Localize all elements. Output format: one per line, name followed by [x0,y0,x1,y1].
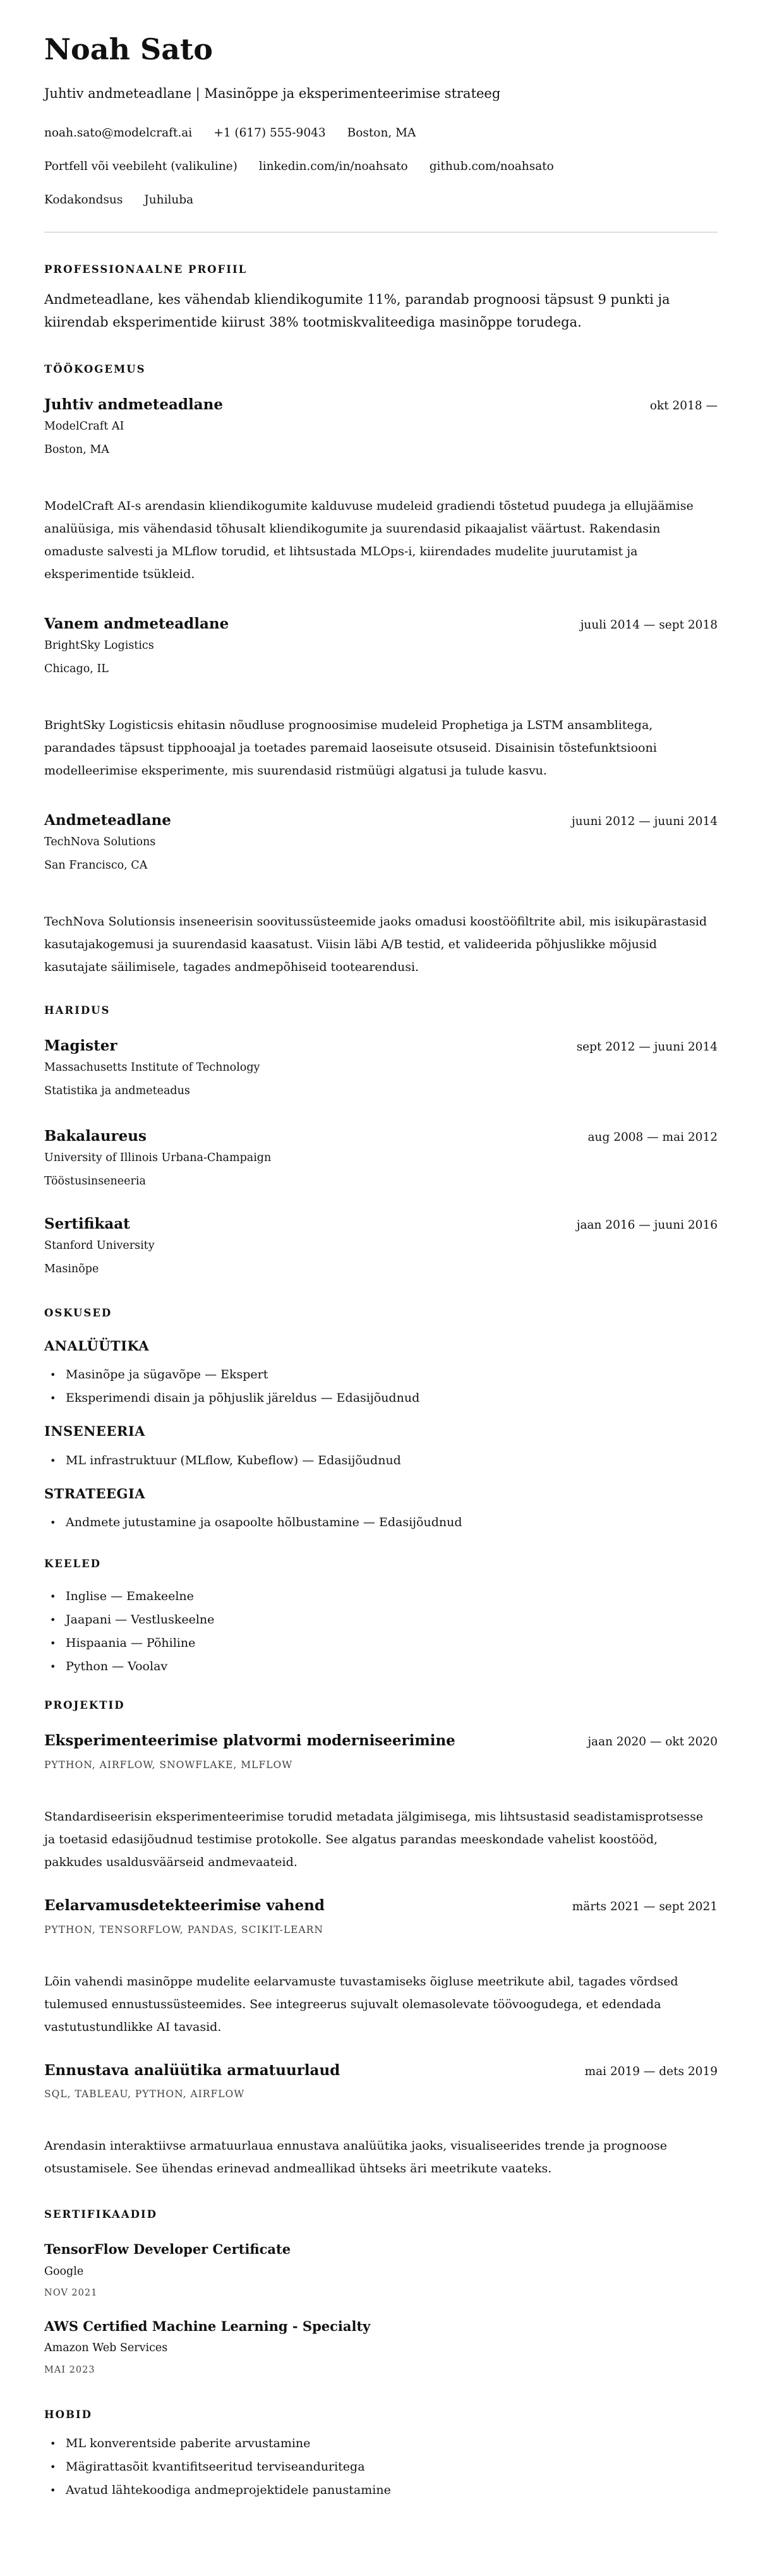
skill-list [44,1511,718,1534]
contact-portfolio: Portfell või veebileht (valikuline) [44,159,238,173]
project-description: Lõin vahendi masinõppe mudelite eelarvamuste tuvastamiseks õigluse meetrikute abil, tagades võrdsed tulemused ennustussüsteemides. See integreerus sujuvalt olemasolevate töövoogudega, et edendada vastutustundlikke AI tavasid. [44,1974,678,2034]
project-dates: mai 2019 — dets 2019 [584,2064,718,2078]
project-title-row [44,1731,718,1750]
job-dates: okt 2018 — [649,399,718,413]
certification-org: Amazon Web Services [44,2342,168,2354]
contact-citizenship: Kodakondsus [44,193,123,207]
job-company: ModelCraft AI [44,419,124,433]
job-description: BrightSky Logisticsis ehitasin nõudluse prognoosimise mudeleid Prophetiga ja LSTM ansamblitega, parandades täpsust tipphooajal ja toetades paremaid laoseisute otsuseid. Disainisin tõstefunktsiooni modelleerimise eksperimente, mis suurendasid ristmüügi algatusi ja tulude kasvu. [44,718,657,778]
project-title-row [44,2061,718,2080]
hobby-list [44,2432,718,2502]
education-dates: sept 2012 — juuni 2014 [576,1040,718,1054]
contact-phone: +1 (617) 555-9043 [214,126,326,140]
education-title-row [44,1215,718,1234]
job-location: Chicago, IL [44,663,109,676]
certification-entry [44,2241,718,2299]
education-dates: jaan 2016 — juuni 2016 [576,1218,718,1232]
education-title-row [44,1037,718,1056]
section-profile [44,263,718,334]
skill-list [44,1449,718,1472]
certification-title: TensorFlow Developer Certificate [44,2241,291,2258]
job-title-row [44,615,718,634]
project-title: Eksperimenteerimise platvormi moderniseerimine [44,1732,455,1750]
job-location: San Francisco, CA [44,859,148,872]
language-item: • Jaapani — Vestluskeelne [44,1608,718,1632]
job-dates: juuni 2012 — juuni 2014 [572,814,718,828]
job-company: TechNova Solutions [44,835,156,848]
job-title-row [44,395,718,414]
job-company: BrightSky Logistics [44,639,154,652]
job-entry [44,395,718,586]
project-tech-stack: PYTHON, AIRFLOW, SNOWFLAKE, MLFLOW [44,1759,293,1771]
education-degree: Bakalaureus [44,1127,147,1145]
education-dates: aug 2008 — mai 2012 [587,1130,718,1144]
education-degree: Magister [44,1037,117,1054]
languages-heading: KEELED [44,1557,101,1570]
certification-date: MAI 2023 [44,2364,95,2375]
profile-heading: PROFESSIONAALNE PROFIIL [44,263,248,275]
section-projects [44,1699,718,2180]
skill-item: • Masinõpe ja sügavõpe — Ekspert [44,1363,718,1387]
contact-row-misc [44,192,718,208]
project-entry [44,1731,718,1874]
project-title: Eelarvamusdetekteerimise vahend [44,1896,325,1914]
contact-location: Boston, MA [347,126,416,140]
projects-heading: PROJEKTID [44,1699,125,1712]
job-title-row [44,811,718,830]
project-description: Standardiseerisin eksperimenteerimise torudid metadata jälgimisega, mis lihtsustasid seadistamisprotsesse ja toetasid edasijõudnud testimise protokolle. See algatus parandas meeskondade vahelist koostööd, pakkudes usaldusväärseid andmevaateid. [44,1809,704,1869]
project-tech-stack: SQL, TABLEAU, PYTHON, AIRFLOW [44,2088,245,2100]
skill-list [44,1363,718,1410]
job-entry [44,811,718,978]
language-list [44,1585,718,1678]
education-entry [44,1215,718,1277]
education-entry [44,1127,718,1189]
hobby-item: • Avatud lähtekoodiga andmeprojektidele panustamine [44,2479,718,2502]
job-entry [44,615,718,782]
contact-row-links [44,159,718,175]
project-title-row [44,1896,718,1915]
certifications-heading: SERTIFIKAADID [44,2208,157,2221]
job-title: Vanem andmeteadlane [44,615,229,632]
job-title: Andmeteadlane [44,811,171,829]
job-dates: juuli 2014 — sept 2018 [580,618,718,632]
section-education [44,1004,718,1277]
job-title: Juhtiv andmeteadlane [44,396,223,414]
language-item: • Inglise — Emakeelne [44,1585,718,1608]
job-description: TechNova Solutionsis inseneerisin soovitussüsteemide jaoks omadusi koostööfiltrite abil, mis isikupärastasid kasutajakogemusi ja suurendasid kaasatust. Viisin läbi A/B testid, et valideerida põhjuslikke mõjusid kasutajate säilimisele, tagades andmepõhiseid tootearendusi. [44,914,707,974]
education-school: Stanford University [44,1239,155,1252]
skill-group-title: ANALÜÜTIKA [44,1337,150,1354]
contact-github: github.com/noahsato [429,159,554,173]
job-description: ModelCraft AI-s arendasin kliendikogumite kalduvuse mudeleid gradiendi tõstetud puudega ja ellujäämise analüüsiga, mis vähendasid tõhusalt kliendikogumite ja suurendasid pikaajalist väärtust. Rakendasin omaduste salvesti ja MLflow torudid, et lihtsustada MLOps-i, kiirendades mudelite juurutamist ja eksperimentide tsükleid. [44,498,694,581]
education-entry [44,1037,718,1099]
skill-group-title: INSENEERIA [44,1423,145,1440]
hobby-item: • Mägirattasõit kvantifitseeritud terviseanduritega [44,2455,718,2479]
section-languages [44,1557,718,1678]
contact-email: noah.sato@modelcraft.ai [44,126,193,140]
profile-text: Andmeteadlane, kes vähendab kliendikogumite 11%, parandab prognoosi täpsust 9 punkti ja kiirendab eksperimentide kiirust 38% tootmiskvaliteediga masinõppe torudega. [44,291,670,330]
job-location: Boston, MA [44,443,109,457]
contact-row-primary [44,125,718,141]
section-hobbies [44,2408,718,2502]
education-heading: HARIDUS [44,1004,111,1016]
skill-item: • ML infrastruktuur (MLflow, Kubeflow) — Edasijõudnud [44,1449,718,1472]
contact-linkedin: linkedin.com/in/noahsato [258,159,408,173]
education-title-row [44,1127,718,1146]
skill-group-title: STRATEEGIA [44,1485,146,1502]
project-entry [44,2061,718,2181]
certification-title: AWS Certified Machine Learning - Specialty [44,2318,371,2334]
education-field: Masinõpe [44,1263,99,1276]
education-school: Massachusetts Institute of Technology [44,1061,260,1074]
project-title: Ennustava analüütika armatuurlaud [44,2061,340,2079]
certification-entry [44,2318,718,2376]
education-school: University of Illinois Urbana-Champaign [44,1151,272,1164]
education-field: Statistika ja andmeteadus [44,1085,190,1098]
experience-heading: TÖÖKOGEMUS [44,363,146,375]
certification-org: Google [44,2265,84,2278]
education-field: Tööstusinseneeria [44,1175,146,1188]
language-item: • Hispaania — Põhiline [44,1632,718,1655]
hobby-item: • ML konverentside paberite arvustamine [44,2432,718,2455]
section-skills [44,1306,718,1534]
project-description: Arendasin interaktiivse armatuurlaua ennustava analüütika jaoks, visualiseerides trende ja prognoose otsustamisele. See ühendas erinevad andmeallikad ühtseks äri meetrikute vaateks. [44,2139,668,2176]
project-dates: märts 2021 — sept 2021 [572,1899,718,1913]
education-degree: Sertifikaat [44,1215,130,1232]
certification-date: NOV 2021 [44,2288,98,2299]
project-entry [44,1896,718,2038]
hobbies-heading: HOBID [44,2409,92,2421]
skill-item: • Andmete jutustamine ja osapoolte hõlbustamine — Edasijõudnud [44,1511,718,1534]
skill-item: • Eksperimendi disain ja põhjuslik järeldus — Edasijõudnud [44,1387,718,1410]
project-dates: jaan 2020 — okt 2020 [587,1735,718,1749]
contact-drivers-license: Juhiluba [144,193,194,207]
section-certifications [44,2208,718,2376]
candidate-name: Noah Sato [44,32,213,66]
resume-header [44,32,718,208]
section-experience [44,363,718,978]
skills-heading: OSKUSED [44,1306,112,1319]
candidate-title: Juhtiv andmeteadlane | Masinõppe ja eksperimenteerimise strateeg [44,85,501,101]
project-tech-stack: PYTHON, TENSORFLOW, PANDAS, SCIKIT-LEARN [44,1923,323,1935]
language-item: • Python — Voolav [44,1655,718,1678]
